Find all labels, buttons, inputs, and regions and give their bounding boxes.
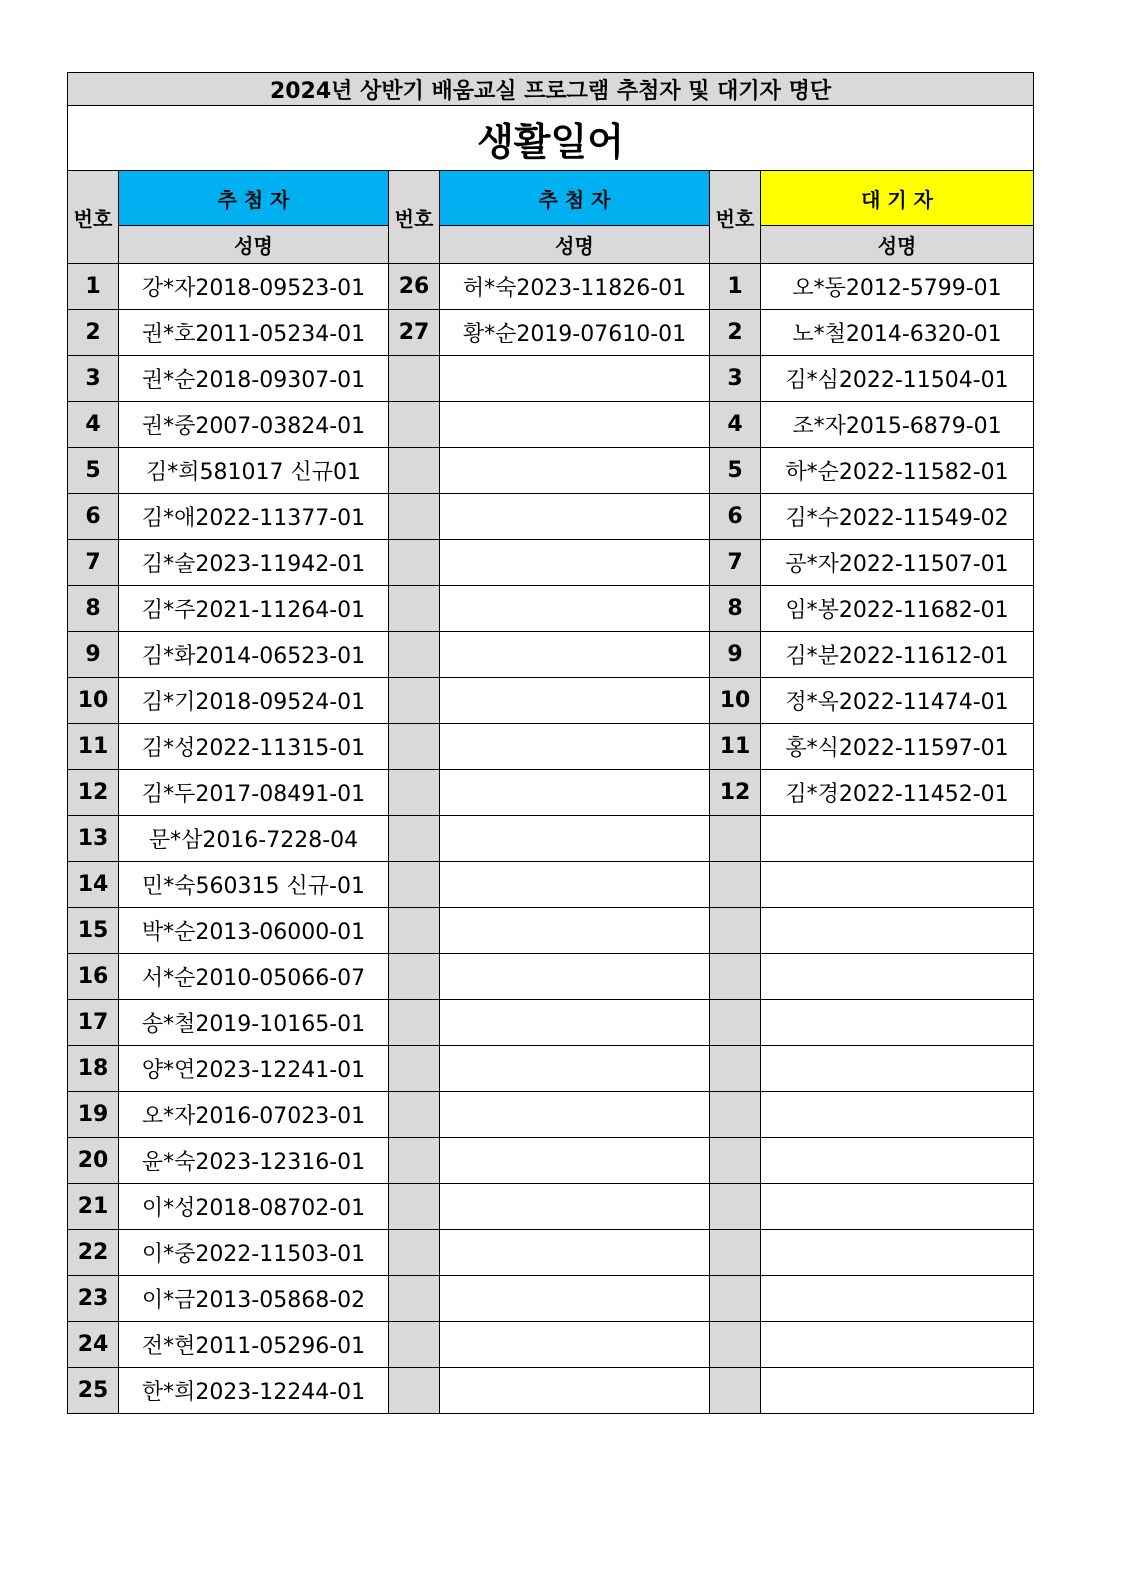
waitlist-name: 김*분2022-11612-01: [761, 632, 1034, 678]
document-title: 2024년 상반기 배움교실 프로그램 추첨자 및 대기자 명단: [68, 73, 1034, 106]
table-row: [68, 1092, 1034, 1138]
waitlist-number: 6: [710, 494, 761, 540]
selected-col2-name: [440, 816, 710, 862]
waitlist-number: 2: [710, 310, 761, 356]
waitlist-number: [710, 908, 761, 954]
selected-col1-name: 문*삼2016-7228-04: [119, 816, 389, 862]
selected-col1-number: 19: [68, 1092, 119, 1138]
waitlist-name: 임*봉2022-11682-01: [761, 586, 1034, 632]
waitlist-name: [761, 908, 1034, 954]
selected-col2-name: [440, 1092, 710, 1138]
selected-col2-name: [440, 1000, 710, 1046]
selected-col2-name: [440, 1368, 710, 1414]
selected-col2-number: [389, 954, 440, 1000]
selected-col1-number: 24: [68, 1322, 119, 1368]
selected-col1-name: 이*성2018-08702-01: [119, 1184, 389, 1230]
selected-col2-number: [389, 586, 440, 632]
waitlist-name: [761, 1000, 1034, 1046]
selected-col2-name: [440, 494, 710, 540]
table-row: [68, 1138, 1034, 1184]
waitlist-name: [761, 1230, 1034, 1276]
selected-col1-name: 김*애2022-11377-01: [119, 494, 389, 540]
selected-col1-name: 이*중2022-11503-01: [119, 1230, 389, 1276]
selected-col2-name: [440, 908, 710, 954]
roster-body: [68, 264, 1034, 1414]
subject-row: [68, 106, 1034, 171]
table-row: [68, 954, 1034, 1000]
selected-col1-name: 김*주2021-11264-01: [119, 586, 389, 632]
waitlist-name: [761, 1138, 1034, 1184]
table-row: [68, 540, 1034, 586]
selected-col1-number: 12: [68, 770, 119, 816]
table-row: [68, 494, 1034, 540]
selected-col2-number: [389, 816, 440, 862]
selected-col2-name: [440, 1138, 710, 1184]
selected-col1-number: 18: [68, 1046, 119, 1092]
selected-col1-number: 17: [68, 1000, 119, 1046]
selected-col2-name: 허*숙2023-11826-01: [440, 264, 710, 310]
waitlist-number: [710, 1046, 761, 1092]
waitlist-name: 하*순2022-11582-01: [761, 448, 1034, 494]
selected-col1-name: 김*화2014-06523-01: [119, 632, 389, 678]
table-row: [68, 1368, 1034, 1414]
selected-col2-number: [389, 1322, 440, 1368]
waitlist-name: 김*수2022-11549-02: [761, 494, 1034, 540]
selected-col2-number: [389, 1184, 440, 1230]
selected-col2-name: 황*순2019-07610-01: [440, 310, 710, 356]
selected-col2-number: [389, 402, 440, 448]
selected-col1-number: 13: [68, 816, 119, 862]
table-row: [68, 310, 1034, 356]
name-header-2: 성명: [440, 226, 710, 264]
waitlist-name: [761, 1368, 1034, 1414]
selected-col1-name: 윤*숙2023-12316-01: [119, 1138, 389, 1184]
waitlist-name: 조*자2015-6879-01: [761, 402, 1034, 448]
waitlist-name: 공*자2022-11507-01: [761, 540, 1034, 586]
waitlist-name: 홍*식2022-11597-01: [761, 724, 1034, 770]
selected-col2-number: [389, 448, 440, 494]
waitlist-name: [761, 1046, 1034, 1092]
selected-col2-name: [440, 678, 710, 724]
selected-col1-number: 1: [68, 264, 119, 310]
selected-col1-name: 강*자2018-09523-01: [119, 264, 389, 310]
selected-col2-name: [440, 1230, 710, 1276]
waitlist-number: 5: [710, 448, 761, 494]
table-row: [68, 1322, 1034, 1368]
waitlist-header: 대 기 자: [761, 171, 1034, 226]
selected-col2-number: [389, 1138, 440, 1184]
waitlist-name: [761, 1276, 1034, 1322]
selected-col2-number: [389, 1368, 440, 1414]
selected-col1-number: 20: [68, 1138, 119, 1184]
selected-col1-name: 전*현2011-05296-01: [119, 1322, 389, 1368]
selected-col2-name: [440, 954, 710, 1000]
selected-col1-name: 김*성2022-11315-01: [119, 724, 389, 770]
table-row: [68, 632, 1034, 678]
selected-col2-name: [440, 586, 710, 632]
selected-col2-name: [440, 724, 710, 770]
waitlist-name: [761, 1184, 1034, 1230]
selected-col1-name: 오*자2016-07023-01: [119, 1092, 389, 1138]
waitlist-number: [710, 1276, 761, 1322]
selected-col1-number: 25: [68, 1368, 119, 1414]
waitlist-number: 1: [710, 264, 761, 310]
selected-col2-number: [389, 724, 440, 770]
waitlist-number: [710, 1138, 761, 1184]
number-header-1: 번호: [68, 171, 119, 264]
waitlist-number: [710, 1184, 761, 1230]
waitlist-number: 10: [710, 678, 761, 724]
table-row: [68, 586, 1034, 632]
selected-col2-name: [440, 1184, 710, 1230]
selected-col2-number: [389, 908, 440, 954]
waitlist-number: 9: [710, 632, 761, 678]
selected-col1-name: 이*금2013-05868-02: [119, 1276, 389, 1322]
waitlist-name: 김*심2022-11504-01: [761, 356, 1034, 402]
waitlist-number: 11: [710, 724, 761, 770]
selected-col2-number: [389, 770, 440, 816]
selected-col1-name: 김*희581017 신규01: [119, 448, 389, 494]
selected-col1-number: 6: [68, 494, 119, 540]
selected-col2-number: [389, 1000, 440, 1046]
waitlist-name: [761, 1092, 1034, 1138]
waitlist-number: [710, 1000, 761, 1046]
waitlist-name: [761, 862, 1034, 908]
title-row: [68, 73, 1034, 106]
subject-title: 생활일어: [68, 106, 1034, 171]
selected-col2-number: 27: [389, 310, 440, 356]
selected-col2-name: [440, 1322, 710, 1368]
selected-col1-number: 8: [68, 586, 119, 632]
selected-col1-number: 22: [68, 1230, 119, 1276]
selected-col1-number: 4: [68, 402, 119, 448]
selected-col1-number: 9: [68, 632, 119, 678]
selected-col1-name: 권*호2011-05234-01: [119, 310, 389, 356]
table-row: [68, 1230, 1034, 1276]
table-row: [68, 402, 1034, 448]
name-header-3: 성명: [761, 226, 1034, 264]
subheader-row: [68, 226, 1034, 264]
selected-col2-name: [440, 448, 710, 494]
selected-col2-number: [389, 356, 440, 402]
selected-col1-number: 21: [68, 1184, 119, 1230]
waitlist-number: 4: [710, 402, 761, 448]
table-row: [68, 770, 1034, 816]
waitlist-name: 김*경2022-11452-01: [761, 770, 1034, 816]
roster-table: [67, 72, 1034, 1414]
selected-col2-number: [389, 1276, 440, 1322]
selected-col1-number: 3: [68, 356, 119, 402]
table-row: [68, 264, 1034, 310]
selected-col2-number: [389, 862, 440, 908]
selected-col1-number: 16: [68, 954, 119, 1000]
selected-col1-number: 10: [68, 678, 119, 724]
table-row: [68, 816, 1034, 862]
table-row: [68, 1276, 1034, 1322]
waitlist-number: 7: [710, 540, 761, 586]
selected-header-1: 추 첨 자: [119, 171, 389, 226]
selected-col2-name: [440, 402, 710, 448]
waitlist-number: 8: [710, 586, 761, 632]
selected-col2-name: [440, 1276, 710, 1322]
selected-col1-name: 한*희2023-12244-01: [119, 1368, 389, 1414]
waitlist-number: 3: [710, 356, 761, 402]
selected-col1-number: 15: [68, 908, 119, 954]
selected-col2-name: [440, 540, 710, 586]
selected-col1-name: 김*기2018-09524-01: [119, 678, 389, 724]
roster-sheet: [67, 72, 1033, 1414]
selected-col1-name: 민*숙560315 신규-01: [119, 862, 389, 908]
waitlist-name: [761, 816, 1034, 862]
header-row: [68, 171, 1034, 226]
waitlist-name: [761, 954, 1034, 1000]
number-header-2: 번호: [389, 171, 440, 264]
selected-col2-name: [440, 1046, 710, 1092]
selected-col2-name: [440, 862, 710, 908]
waitlist-name: 노*철2014-6320-01: [761, 310, 1034, 356]
selected-col1-number: 14: [68, 862, 119, 908]
selected-col2-name: [440, 632, 710, 678]
selected-col2-name: [440, 356, 710, 402]
selected-col1-name: 김*두2017-08491-01: [119, 770, 389, 816]
selected-col2-number: [389, 494, 440, 540]
table-row: [68, 862, 1034, 908]
number-header-3: 번호: [710, 171, 761, 264]
selected-col1-number: 7: [68, 540, 119, 586]
table-row: [68, 1000, 1034, 1046]
selected-col1-name: 서*순2010-05066-07: [119, 954, 389, 1000]
table-row: [68, 1046, 1034, 1092]
waitlist-number: [710, 954, 761, 1000]
waitlist-number: [710, 862, 761, 908]
selected-col2-number: [389, 540, 440, 586]
waitlist-name: 정*옥2022-11474-01: [761, 678, 1034, 724]
selected-col1-name: 양*연2023-12241-01: [119, 1046, 389, 1092]
waitlist-number: 12: [710, 770, 761, 816]
selected-col1-number: 2: [68, 310, 119, 356]
name-header-1: 성명: [119, 226, 389, 264]
waitlist-number: [710, 1230, 761, 1276]
waitlist-number: [710, 1092, 761, 1138]
selected-col1-name: 송*철2019-10165-01: [119, 1000, 389, 1046]
table-row: [68, 908, 1034, 954]
table-row: [68, 724, 1034, 770]
waitlist-number: [710, 816, 761, 862]
table-row: [68, 1184, 1034, 1230]
selected-col1-number: 11: [68, 724, 119, 770]
selected-col1-name: 권*순2018-09307-01: [119, 356, 389, 402]
waitlist-name: 오*동2012-5799-01: [761, 264, 1034, 310]
selected-col2-number: [389, 1230, 440, 1276]
selected-col1-name: 박*순2013-06000-01: [119, 908, 389, 954]
table-row: [68, 356, 1034, 402]
selected-col2-name: [440, 770, 710, 816]
selected-col2-number: [389, 678, 440, 724]
waitlist-name: [761, 1322, 1034, 1368]
selected-col1-number: 23: [68, 1276, 119, 1322]
selected-col1-number: 5: [68, 448, 119, 494]
selected-col2-number: [389, 632, 440, 678]
table-row: [68, 448, 1034, 494]
selected-header-2: 추 첨 자: [440, 171, 710, 226]
waitlist-number: [710, 1322, 761, 1368]
waitlist-number: [710, 1368, 761, 1414]
selected-col1-name: 김*술2023-11942-01: [119, 540, 389, 586]
selected-col2-number: [389, 1092, 440, 1138]
selected-col2-number: 26: [389, 264, 440, 310]
table-row: [68, 678, 1034, 724]
selected-col1-name: 권*중2007-03824-01: [119, 402, 389, 448]
selected-col2-number: [389, 1046, 440, 1092]
